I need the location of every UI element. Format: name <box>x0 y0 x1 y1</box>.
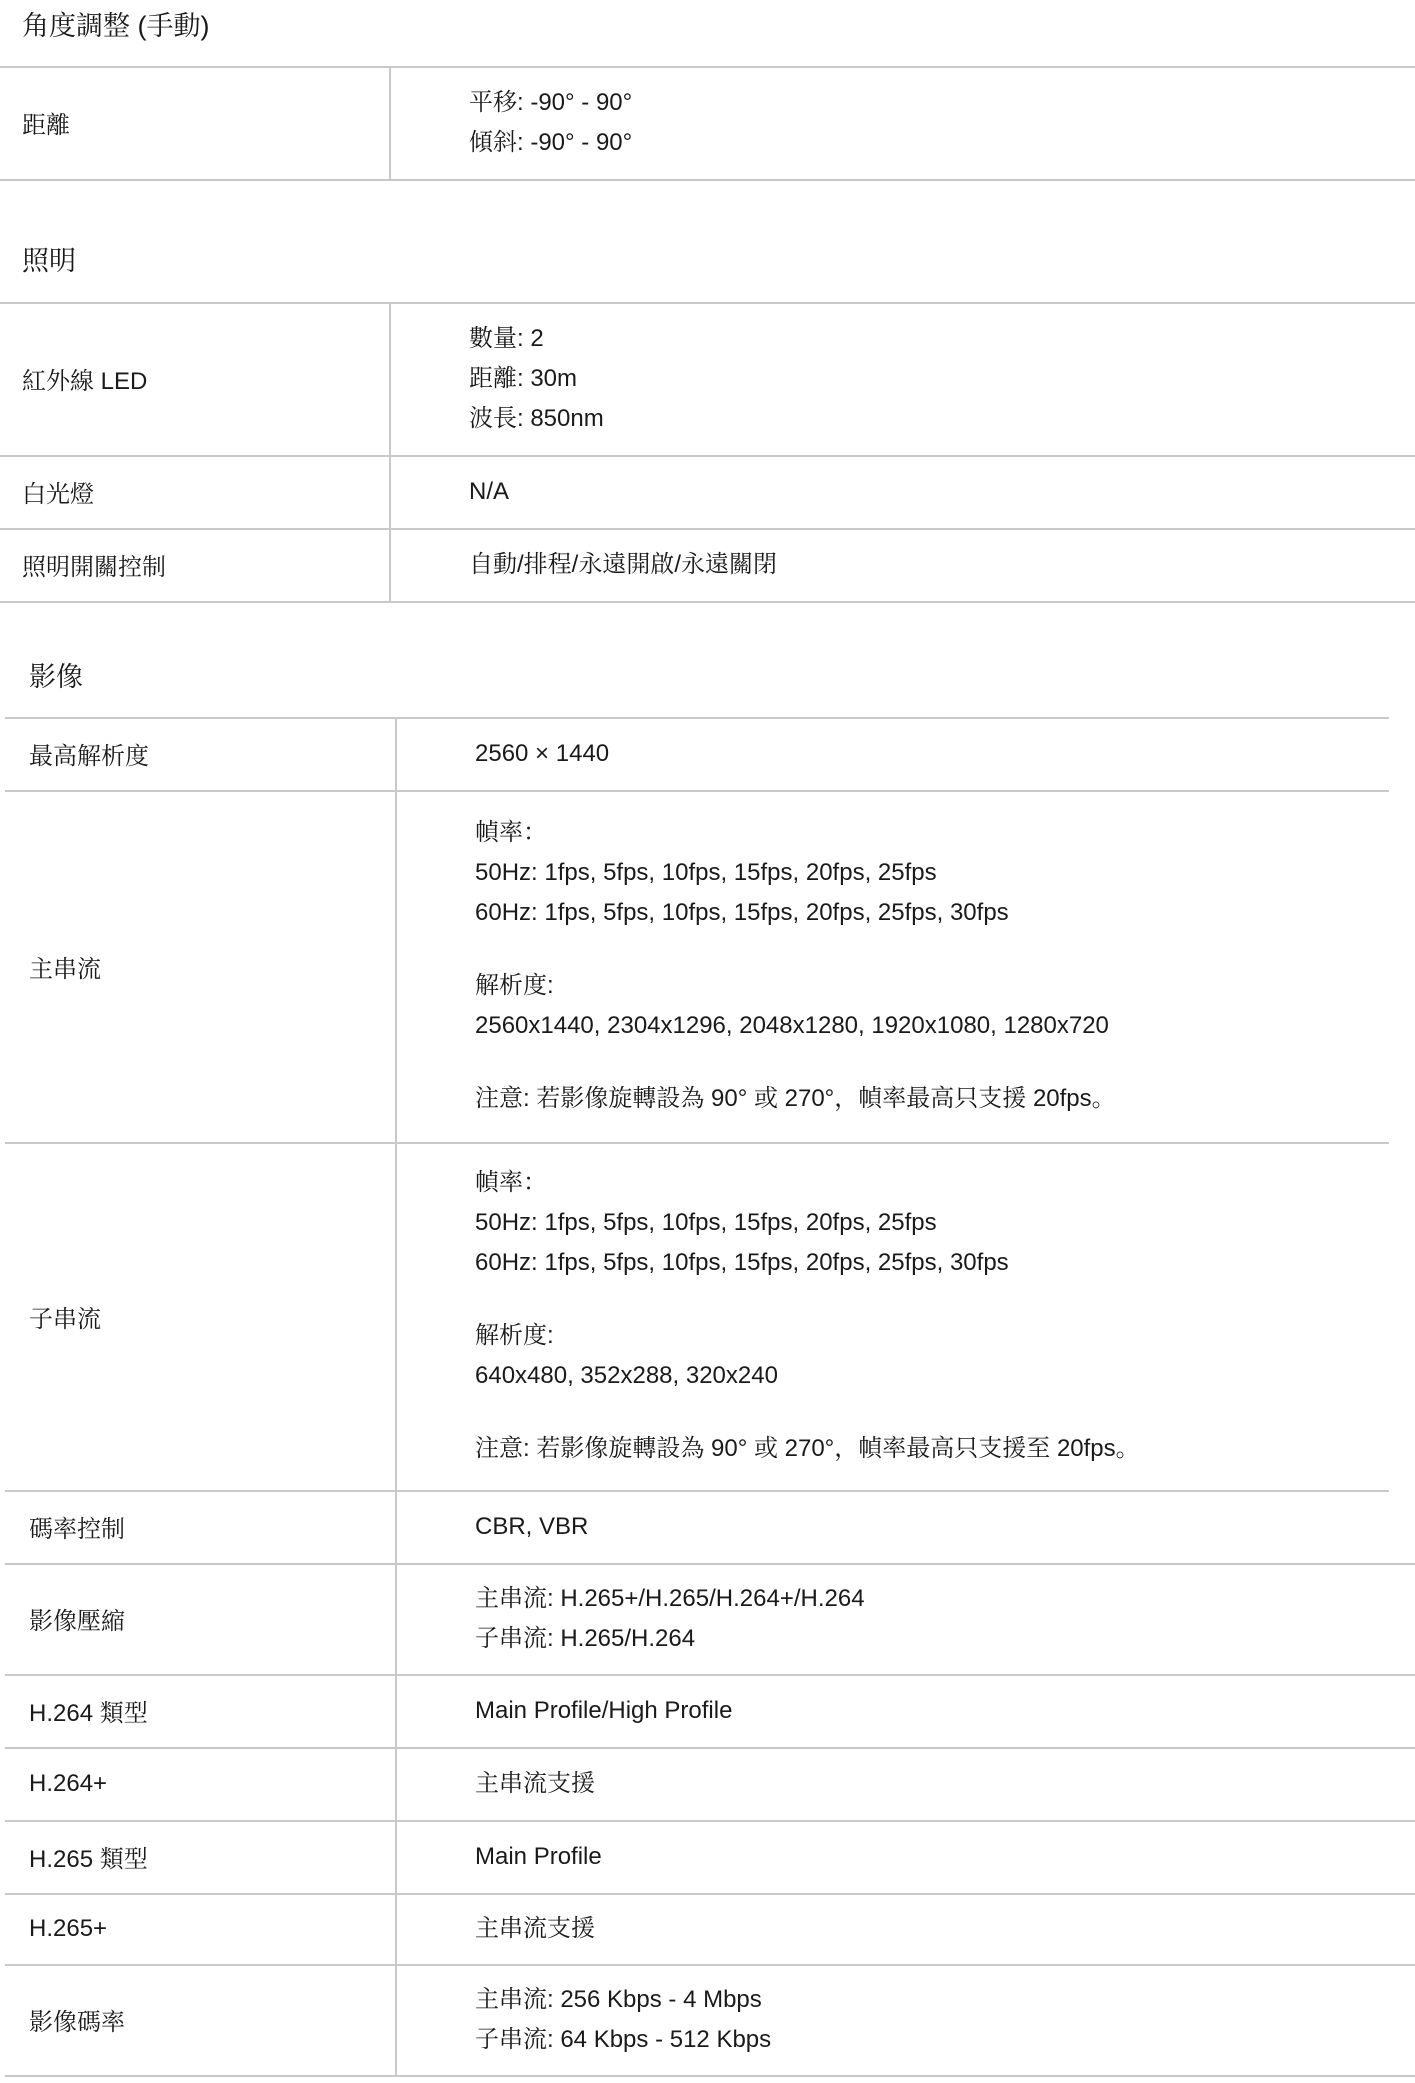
spec-value-line: 60Hz: 1fps, 5fps, 10fps, 15fps, 20fps, 25fps, 30fps <box>475 899 1009 926</box>
spec-value <box>469 528 777 601</box>
column-divider <box>389 66 391 179</box>
spec-value-line: 60Hz: 1fps, 5fps, 10fps, 15fps, 20fps, 25fps, 30fps <box>475 1249 1009 1276</box>
spec-row <box>0 1490 1389 1563</box>
spec-label: H.264+ <box>29 1769 108 1797</box>
column-divider <box>389 302 391 455</box>
spec-value-line: 50Hz: 1fps, 5fps, 10fps, 15fps, 20fps, 25fps <box>475 859 937 886</box>
spec-row <box>0 1563 1415 1674</box>
column-divider <box>395 1674 397 1747</box>
column-divider <box>395 1563 397 1674</box>
spec-row <box>0 790 1389 1142</box>
spec-value-line: CBR, VBR <box>475 1512 589 1540</box>
column-divider <box>389 528 391 601</box>
spec-value-line: 解析度: <box>475 972 554 999</box>
spec-value-line: 解析度: <box>475 1322 554 1349</box>
spec-label: 照明開關控制 <box>22 554 166 581</box>
spec-value <box>475 1142 1140 1490</box>
column-divider <box>395 1490 397 1563</box>
spec-label: 主串流 <box>29 955 101 983</box>
column-divider <box>395 1142 397 1490</box>
spec-value <box>475 1674 732 1747</box>
spec-label: H.265 類型 <box>29 1846 148 1873</box>
spec-value-line: 幀率： <box>475 1169 547 1196</box>
spec-value-line: 主串流支援 <box>475 1769 595 1797</box>
spec-row <box>0 455 1415 528</box>
section-title: 角度調整 (手動) <box>22 11 210 41</box>
spec-value-line: 主串流: H.265+/H.265/H.264+/H.264 <box>475 1584 865 1612</box>
line-gap <box>475 1283 1140 1316</box>
spec-label: H.265+ <box>29 1914 108 1942</box>
line-gap <box>475 1396 1140 1429</box>
spec-label: 影像碼率 <box>29 2009 125 2036</box>
spec-row <box>0 1820 1415 1893</box>
spec-value-line: 主串流支援 <box>475 1914 595 1942</box>
spec-value-line: 2560x1440, 2304x1296, 2048x1280, 1920x1080, 1280x720 <box>475 1012 1109 1039</box>
line-gap <box>475 1046 1116 1079</box>
spec-value <box>469 302 604 455</box>
spec-row <box>0 302 1415 455</box>
spec-value <box>475 1820 602 1893</box>
spec-label: 子串流 <box>29 1305 101 1333</box>
row-divider <box>5 2075 1415 2077</box>
spec-row <box>0 1747 1415 1820</box>
spec-value <box>475 1490 588 1563</box>
spec-row <box>0 66 1415 179</box>
column-divider <box>395 1964 397 2075</box>
spec-value <box>475 717 609 790</box>
spec-value-line: 640x480, 352x288, 320x240 <box>475 1362 778 1389</box>
spec-value-line: 50Hz: 1fps, 5fps, 10fps, 15fps, 20fps, 25fps <box>475 1209 937 1236</box>
column-divider <box>395 1820 397 1893</box>
spec-row <box>0 1142 1389 1490</box>
column-divider <box>395 1893 397 1964</box>
spec-label: 影像壓縮 <box>29 1608 125 1635</box>
spec-value-line: 距離: 30m <box>469 364 578 392</box>
spec-value-line: N/A <box>469 477 510 505</box>
spec-label: 碼率控制 <box>29 1516 125 1543</box>
line-gap <box>475 933 1116 966</box>
column-divider <box>395 1747 397 1820</box>
spec-value <box>475 1893 595 1964</box>
spec-value <box>475 1747 595 1820</box>
spec-value <box>469 66 632 179</box>
section-title: 影像 <box>29 662 83 692</box>
spec-value-line: Main Profile <box>475 1842 602 1870</box>
section-title: 照明 <box>22 246 76 276</box>
row-divider <box>0 601 1415 603</box>
spec-row <box>0 1674 1415 1747</box>
spec-label: 紅外線 LED <box>22 368 148 395</box>
spec-value <box>469 455 509 528</box>
spec-row <box>0 1893 1415 1964</box>
spec-value-line: 平移: -90° - 90° <box>469 88 633 116</box>
spec-label: 距離 <box>22 112 70 139</box>
spec-value-line: 子串流: H.265/H.264 <box>475 1624 696 1652</box>
spec-value <box>475 1563 865 1674</box>
spec-value-line: 幀率： <box>475 819 547 846</box>
spec-value-line: 自動/排程/永遠開啟/永遠關閉 <box>469 550 778 578</box>
column-divider <box>395 717 397 790</box>
spec-value <box>475 790 1116 1142</box>
row-divider <box>0 179 1415 181</box>
spec-value-line: 子串流: 64 Kbps - 512 Kbps <box>475 2025 772 2053</box>
spec-row <box>0 1964 1415 2075</box>
column-divider <box>395 790 397 1142</box>
column-divider <box>389 455 391 528</box>
spec-value-line: 波長: 850nm <box>469 404 604 432</box>
spec-value-line: 注意: 若影像旋轉設為 90° 或 270°，幀率最高只支援至 20fps。 <box>475 1435 1140 1462</box>
spec-value-line: 注意: 若影像旋轉設為 90° 或 270°，幀率最高只支援 20fps。 <box>475 1085 1116 1112</box>
spec-value <box>475 1964 771 2075</box>
spec-label: 白光燈 <box>22 481 94 508</box>
spec-value-line: Main Profile/High Profile <box>475 1696 733 1724</box>
spec-value-line: 傾斜: -90° - 90° <box>469 128 633 156</box>
spec-value-line: 2560 × 1440 <box>475 739 610 767</box>
spec-row <box>0 528 1415 601</box>
spec-row <box>0 717 1389 790</box>
spec-label: 最高解析度 <box>29 743 149 770</box>
spec-label: H.264 類型 <box>29 1700 148 1727</box>
spec-value-line: 數量: 2 <box>469 324 544 352</box>
spec-value-line: 主串流: 256 Kbps - 4 Mbps <box>475 1985 762 2013</box>
